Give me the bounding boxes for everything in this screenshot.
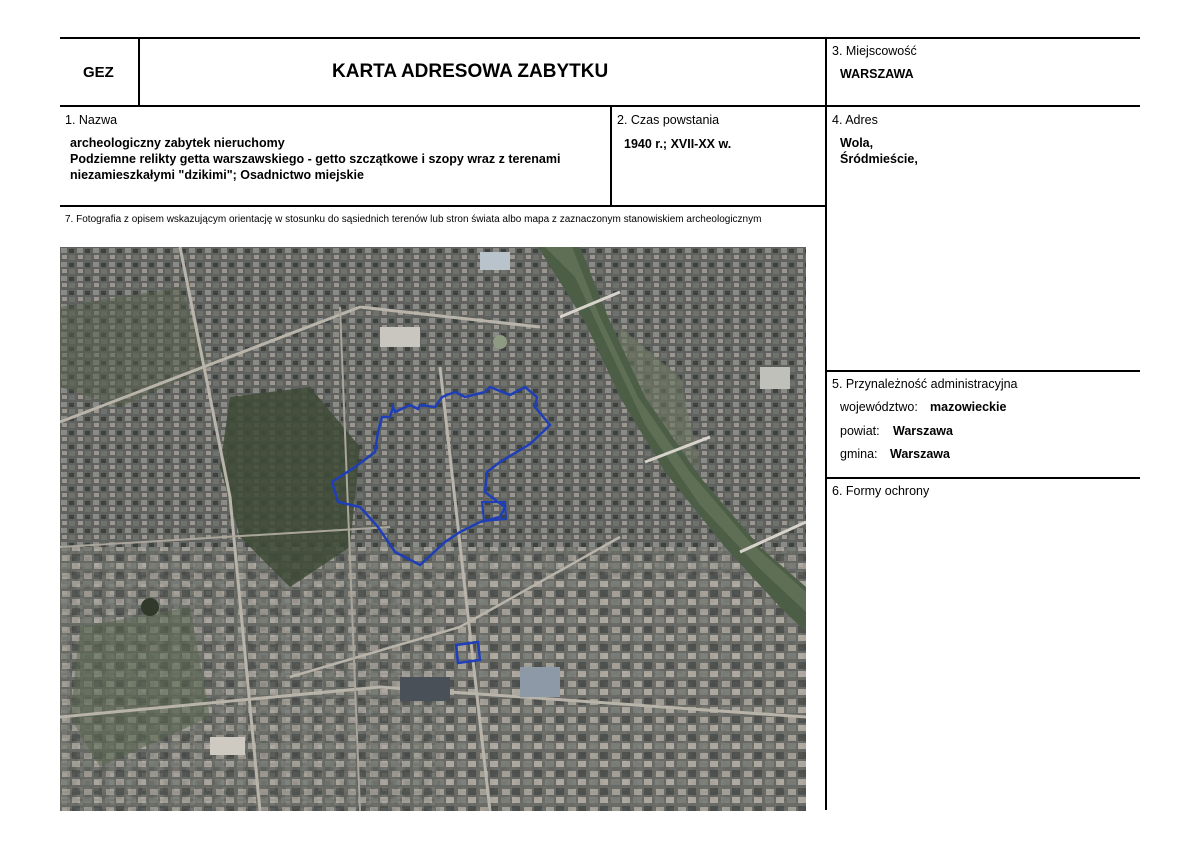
nazwa-line-1: archeologiczny zabytek nieruchomy [70,136,285,150]
rule-top [60,37,1140,39]
gmina-value: Warszawa [890,447,950,461]
miejscowosc-value: WARSZAWA [840,67,914,81]
adres-label: 4. Adres [832,113,878,127]
rule-admin-top [826,370,1140,372]
aerial-map-photo [60,247,806,811]
rule-code-divider [138,37,140,105]
czas-value: 1940 r.; XVII-XX w. [624,137,732,151]
powiat-label: powiat: [840,424,880,438]
nazwa-label: 1. Nazwa [65,113,118,127]
gmina-label: gmina: [840,447,878,461]
czas-label: 2. Czas powstania [617,113,720,127]
rule-main-divider [825,37,827,810]
wojewodztwo-label: województwo: [840,400,918,414]
rule-name-bottom [60,205,826,207]
rule-header-bottom [60,105,1140,107]
nazwa-line-2: Podziemne relikty getta warszawskiego - getto szczątkowe i szopy wraz z terenami [70,152,561,166]
ochrona-label: 6. Formy ochrony [832,484,930,498]
admin-label: 5. Przynależność administracyjna [832,377,1018,391]
rule-admin-bottom [826,477,1140,479]
rule-time-divider [610,105,612,205]
miejscowosc-label: 3. Miejscowość [832,44,917,58]
wojewodztwo-value: mazowieckie [930,400,1007,414]
adres-line-2: Śródmieście, [840,152,918,166]
gez-code: GEZ [83,64,114,81]
adres-line-1: Wola, [840,136,874,150]
powiat-value: Warszawa [893,424,953,438]
page-title: KARTA ADRESOWA ZABYTKU [332,61,609,82]
nazwa-line-3: niezamieszkałymi "dzikimi"; Osadnictwo miejskie [70,168,364,182]
foto-label: 7. Fotografia z opisem wskazującym orientację w stosunku do sąsiednich terenów lub stron świata albo mapa z zaznaczonym stanowiskiem archeologicznym [65,214,762,225]
